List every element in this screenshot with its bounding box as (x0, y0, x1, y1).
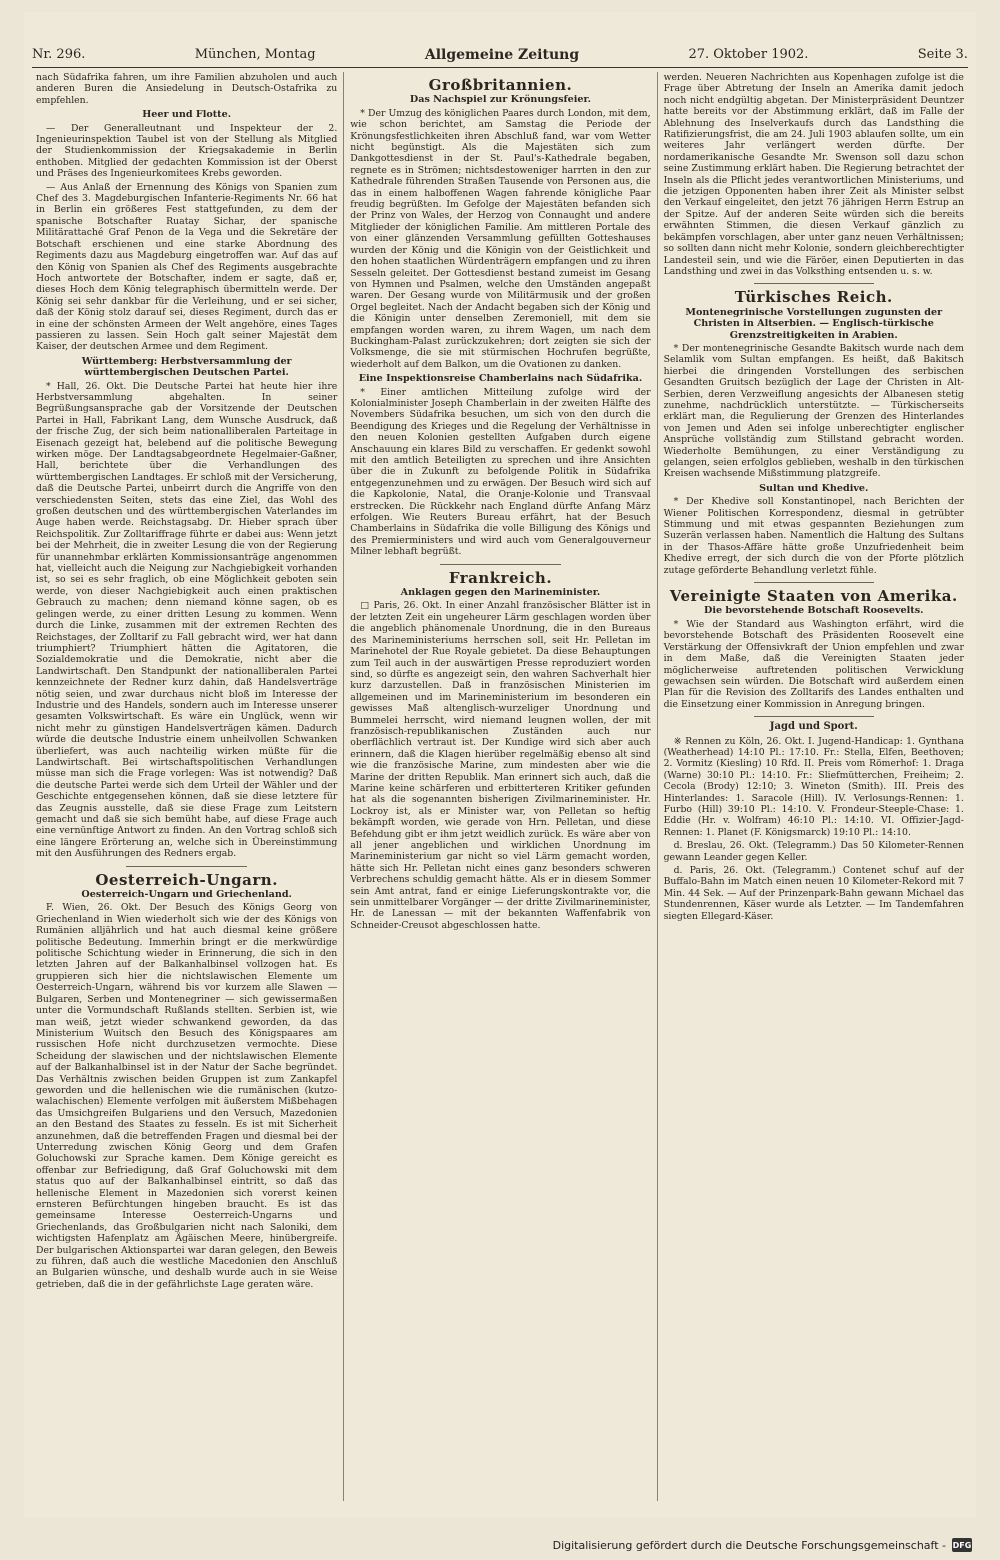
paragraph: werden. Neueren Nachrichten aus Kopenhagen zufolge ist die Frage über Abtretung der Inseln an Amerika damit jedoch noch nicht endgültig abgetan. Der Ministerpräsident Deuntzer hatte bereits vor der Abstimmung erklärt, daß im Falle der Ablehnung des Inselverkaufs durch das Landsthing die Ratifizierungsfrist, die am 24. Juli 1903 ablaufen sollte, um ein weiteres Jahr verlängert werden dürfte. Der nordamerikanische Gesandte Mr. Swenson soll dazu schon seine Zustimmung erklärt haben. Die Regierung betrachtet der Inseln als die Pflicht jedes verantwortlichen Ministeriums, und die jetzigen Opponenten haben ihrer Zeit als Minister selbst den Verkauf eingeleitet, den jetzt 76 jährigen Herrn Estrup an der Spitze. Auf der anderen Seite würden sich die bereits erwähnten Stimmen, die diesen Verkauf gänzlich zu bekämpfen vorschlagen, aber unter ganz neuen Verhältnissen; so sollten dann nicht mehr Kolonie, sondern gleichberechtigter Landesteil sein, und wie die Färöer, einen Deputierten in das Landsthing und zwei in das Volksthing entsenden u. s. w. (663, 72, 964, 277)
divider (126, 866, 247, 867)
paragraph: ※ Rennen zu Köln, 26. Okt. I. Jugend-Handicap: 1. Gynthana (Weatherhead) 14:10 Pl.: 17:10. Fr.: Stella, Elfen, Beethoven; 2. Vormitz (Kiesling) 10 Rfd. II. Preis vom Römerhof: 1. Draga (Warne) 30:10 Pl.: 14:10. Fr.: Sliefmütterchen, Freiheim; 2. Cecola (Brody) 12:10; 3. Wineton (Smith). III. Preis des Hinterlandes: 1. Saracole (Hill). IV. Verlosungs-Rennen: 1. Furbo (Hill) 39:10 Pl.: 14:10. V. Frondeur-Steeple-Chase: 1. Eddie (Hr. v. Wolfram) 46:10 Pl.: 14:10. VI. Offizier-Jagd-Rennen: 1. Planet (F. Königsmarck) 19:10 Pl.: 14:10. (663, 735, 964, 838)
column-left (30, 72, 343, 1501)
paragraph: d. Paris, 26. Okt. (Telegramm.) Contenet schuf auf der Buffalo-Bahn im Match einen neuen 10 Kilometer-Rekord mit 7 Min. 44 Sek. — Auf der Prinzenpark-Bahn gewann Michael das Stundenrennen, Käser wurde als Letzter. — Im Tandemfahren siegten Ellegard-Käser. (663, 865, 964, 922)
section-title: Frankreich. (448, 568, 553, 587)
column-middle (343, 72, 656, 1501)
paragraph: * Der montenegrinische Gesandte Bakitsch wurde nach dem Selamlik vom Sultan empfangen. Es heißt, daß Bakitsch hierbei die dringenden Vorstellungen des serbischen Gesandten Gruitsch bezüglich der Lage der Christen in Alt-Serbien, deren Verzweiflung angesichts der Albanesen stetig zunehme, nachdrücklich unterstützte. — Türkischerseits erklärt man, die Regulierung der Grenzen des Hinterlandes von Jemen und Aden sei infolge unberechtigter englischer Ansprüche vollständig zum Stillstand gebracht worden. Wiederholte Bemühungen, zu einer Verständigung zu gelangen, seien erfolglos geblieben, weshalb in den türkischen Kreisen wachsende Mißstimmung platzgreife. (663, 342, 964, 480)
section-subtitle: Das Nachspiel zur Krönungsfeier. (409, 94, 591, 106)
columns (30, 72, 970, 1501)
issue-number: Nr. 296. (32, 47, 86, 62)
paragraph: * Hall, 26. Okt. Die Deutsche Partei hat heute hier ihre Herbstversammlung abgehalten. In seiner Begrüßungsansprache gab der Vorsitzende der Deutschen Partei in Hall, Fabrikant Lang, dem Wunsche Ausdruck, daß der frische Zug, der sich beim nationalliberalen Parteitage in Eisenach gezeigt hat, belebend auf die politische Bewegung wirken möge. Der Landtagsabgeordnete Hegelmaier-Gaßner, Hall, berichtete über die Verhandlungen des württembergischen Landtages. Er schloß mit der Versicherung, daß die Deutsche Partei, unbeirrt durch die Angriffe von den verschiedensten Seiten, stets das eine Ziel, das Wohl des großen deutschen und des württembergischen Vaterlandes im Auge haben werde. Reichstagsabg. Dr. Hieber sprach über Reichspolitik. Zur Zolltariffrage führte er dabei aus: Wenn jetzt bei der Mehrheit, die in zweiter Lesung die von der Regierung für unannehmbar erklärten Kommissionsanträge angenommen hat, vielleicht auch die Neigung zur Nachgiebigkeit vorhanden ist, so sei es sehr fraglich, ob eine Möglichkeit geboten sein werde, von dieser Nachgiebigkeit auch einen praktischen Gebrauch zu machen; denn niemand könne sagen, ob es gelingen werde, zu einer dritten Lesung zu kommen. Wenn durch die Linke, zusammen mit der extremen Rechten des Reichstages, der Zolltarif zu Fall gebracht wird, wer hat dann triumphiert? Triumphiert hätten die Agitatoren, die Sozialdemokratie und die Demokratie, nicht aber die Landwirtschaft. Den Standpunkt der nationalliberalen Partei kennzeichnete der Redner kurz dahin, daß Handelsverträge nötig seien, und zwar durchaus nicht bloß im Interesse der Industrie und des Handels, sondern auch im Interesse unserer gesamten Volkswirtschaft. Es wäre ein Unglück, wenn wir nicht mehr zu günstigen Handelsverträgen kämen. Dadurch würde die deutsche Industrie einem unheilvollen Schwanken überliefert, was auch nachteilig wirken müßte für die Landwirtschaft. Bei wirtschaftspolitischen Verhandlungen müsse man sich die Frage vorlegen: Was ist notwendig? Daß die deutsche Partei werde sich dem Urteil der Wähler und der Geschichte entgegensehen können, daß sie diese letztere für das Zeugnis ausstelle, daß sie diese Frage zum Leitstern gemacht und daß sie sich bemüht habe, auf diese Frage auch eine vernünftige Antwort zu finden. An den Vortrag schloß sich eine längere Erörterung an, welche sich in Übereinstimmung mit den Ausführungen des Redners ergab. (36, 380, 338, 860)
paragraph: * Einer amtlichen Mitteilung zufolge wird der Kolonialminister Joseph Chamberlain in der zweiten Hälfte des Novembers Südafrika besuchen, um sich von den durch die Beendigung des Krieges und die Regelung der Verhältnisse in den neuen Kolonien gestellten Aufgaben durch eigene Anschauung ein klares Bild zu verschaffen. Er gedenkt sowohl mit den amtlich Beteiligten zu sprechen und ihre Ansichten über die in Zukunft zu befolgende Politik in Südafrika entgegenzunehmen und zu erwägen. Der Besuch wird sich auf die Kapkolonie, Natal, die Oranje-Kolonie und Transvaal erstrecken. Die Rückkehr nach England dürfte Anfang März erfolgen. Wie Reuters Bureau erfährt, hat der Besuch Chamberlains in Südafrika die volle Billigung des Königs und des Premierministers und wird auch vom Generalgouverneur Milner lebhaft begrüßt. (350, 386, 651, 558)
dfg-logo-icon: DFG (952, 1538, 972, 1552)
section-title: Großbritannien. (428, 76, 573, 94)
divider (440, 564, 560, 565)
column-right (657, 72, 970, 1501)
footer-text: Digitalisierung gefördert durch die Deutsche Forschungsgemeinschaft - (552, 1538, 946, 1552)
page-number: Seite 3. (917, 47, 968, 62)
section-subtitle: Montenegrinische Vorstellungen zugunsten der Christen in Altserbien. — Englisch-türkische Grenzstreitigkeiten in Arabien. (685, 306, 943, 341)
divider (754, 716, 874, 717)
paragraph: — Der Generalleutnant und Inspekteur der 2. Ingenieurinspektion Taubel ist von der Stellung als Mitglied der Studienkommission der Kriegsakademie in Berlin enthoben. Mitglied der gedachten Kommission ist der Oberst und Präses des Ingenieurkomitees Krebs geworden. (36, 122, 338, 180)
newspaper-page (24, 12, 976, 1517)
paragraph: □ Paris, 26. Okt. In einer Anzahl französischer Blätter ist in der letzten Zeit ein ungeheurer Lärm geschlagen worden über die angeblich phänomenale Unordnung, die in den Bureaus des Marineministeriums herrschen soll, seit Hr. Pelletan im Marinehotel der Rue Royale gebietet. Da diese Behauptungen zum Teil auch in der auswärtigen Presse reproduziert worden sind, so dürfte es angezeigt sein, den wahren Sachverhalt hier kurz darzustellen. Daß in französischen Ministerien im allgemeinen und im Marineministerium im besonderen ein gewisses Maß altenglisch-wurzeliger Unordnung und Bummelei herrscht, wird niemand leugnen wollen, der mit französisch-republikanischen Zuständen auch nur oberflächlich vertraut ist. Der Kundige wird sich aber auch erinnern, daß die Klagen hierüber regelmäßig ebenso alt sind wie die französische Marine, zum mindesten aber wie die Marine der dritten Republik. Man erinnert sich auch, daß die Marine keine schärferen und erbitterteren Kritiker gefunden hat als die sogenannten bisherigen Zivilmarineminister. Hr. Lockroy ist, als er Minister war, von Pelletan so heftig bekämpft worden, wie gerade von Hrn. Pelletan, und diese Befehdung gibt er ihm jetzt weidlich zurück. Es wäre aber von all jener angeblichen und wirklichen Unordnung im Marineministerium gar nicht so viel Lärm gemacht worden, hätte sich Hr. Pelletan nicht eines ganz besonders schweren Verbrechens schuldig gemacht hätte. Als er in diesem Sommer sein Amt antrat, fand er einige Lieferungskontrakte vor, die sein unmittelbarer Vorgänger — der dritte Zivilmarineminister, Hr. de Lanessan — mit der bekannten Waffenfabrik von Schneider-Creusot abgeschlossen hatte. (350, 600, 651, 931)
section-subtitle: Eine Inspektionsreise Chamberlains nach Südafrika. (358, 373, 643, 385)
paragraph: nach Südafrika fahren, um ihre Familien abzuholen und auch anderen Buren die Ansiedelung in Deutsch-Ostafrika zu empfehlen. (36, 72, 338, 106)
section-heading: Heer und Flotte. (142, 109, 232, 121)
section-title: Türkisches Reich. (734, 288, 893, 307)
divider (754, 283, 874, 284)
section-heading: Württemberg: Herbstversammlung der württembergischen Deutschen Partei. (81, 355, 292, 379)
section-title: Oesterreich-Ungarn. (95, 870, 278, 889)
digitization-footer (553, 1536, 972, 1554)
paragraph: * Wie der Standard aus Washington erfährt, wird die bevorstehende Botschaft des Präsidenten Roosevelt eine Verstärkung der Offensivkraft der Union empfehlen und zwar in dem Maße, daß die Vereinigten Staaten jeder möglicherweise auftretenden politischen Verwicklung gewachsen sein würden. Die Botschaft wird außerdem einen Plan für die Revision des Zolltarifs des Landes enthalten und die Einsetzung einer Kommission in Anregung bringen. (663, 618, 964, 710)
section-subtitle: Die bevorstehende Botschaft Roosevelts. (704, 605, 924, 617)
paragraph: F. Wien, 26. Okt. Der Besuch des Königs Georg von Griechenland in Wien wiederholt sich wie der des Königs von Rumänien alljährlich und hat auch diesmal keine größere politische Bedeutung. Immerhin bringt er die merkwürdige politische Schichtung wieder in Erinnerung, die sich in den letzten Jahren auf der Balkanhalbinsel vollzogen hat. Es gruppieren sich hier die nichtslawischen Elemente um Oesterreich-Ungarn, während bis vor kurzem alle Slawen — Bulgaren, Serben und Montenegriner — sich gewissermaßen unter die Vormundschaft Rußlands stellten. Serbien ist, wie man weiß, jetzt wieder schwankend geworden, da das Ministerium Wuitsch den Besuch des Königspaares am russischen Hofe nicht durchzusetzen vermochte. Diese Scheidung der slawischen und der nichtslawischen Elemente auf der Balkanhalbinsel ist in der Natur der Sache begründet. Das Verhältnis zwischen beiden Gruppen ist zum Zankapfel geworden und die hellenischen wie die rumänischen (kutzo-walachischen) Elemente verfolgen mit äußerstem Mißbehagen das Umsichgreifen Bulgariens und den Versuch, Mazedonien an den Bestand des Staates zu fesseln. Es ist mit Sicherheit anzunehmen, daß die betreffenden Fragen und diesmal bei der Unterredung zwischen König Georg und dem Grafen Goluchowski zur Sprache kamen. Dem Könige gereicht es offenbar zur Befriedigung, daß Graf Goluchowski mit dem status quo auf der Balkanhalbinsel eintritt, so daß das hellenische Element in Mazedonien sich vorerst keinen ernsteren Befürchtungen hingeben braucht. Es ist das gemeinsame Interesse Oesterreich-Ungarns und Griechenlands, das Großbulgarien nicht nach Saloniki, dem wichtigsten Hafenplatz am Ägäischen Meere, hinübergreife. Der bulgarischen Aktionspartei war daran gelegen, den Beweis zu führen, daß auch die westliche Macedonien den Anschluß an Bulgarien wünsche, und deshalb wurde auch in sie Weise getrieben, daß die in der gefährlichste Lage geraten wäre. (36, 902, 338, 1290)
divider (754, 582, 874, 583)
paragraph: * Der Khedive soll Konstantinopel, nach Berichten der Wiener Politischen Korrespondenz, diesmal in getrübter Stimmung und mit etwas gespannten Beziehungen zum Suzerän verlassen haben. Namentlich die Haltung des Sultans in der Thasos-Affäre hätte große Unzufriedenheit beim Khedive erregt, der sich durch die von der Pforte plötzlich zutage geförderte Behandlung verletzt fühle. (663, 496, 964, 576)
place-day: München, Montag (194, 47, 316, 62)
newspaper-title: Allgemeine Zeitung (424, 46, 580, 63)
section-subtitle: Anklagen gegen den Marineminister. (400, 587, 601, 599)
issue-date: 27. Oktober 1902. (688, 47, 809, 62)
masthead (32, 42, 968, 68)
section-subtitle: Oesterreich-Ungarn und Griechenland. (81, 889, 292, 901)
section-title: Jagd und Sport. (769, 721, 858, 733)
paragraph: * Der Umzug des königlichen Paares durch London, mit dem, wie schon berichtet, am Samstag die Periode der Krönungsfestlichkeiten ihren Abschluß fand, war vom Wetter nicht begünstigt. Als die Majestäten sich zum Dankgottesdienst in der St. Paul's-Kathedrale begaben, regnete es in Strömen; nichtsdestoweniger harrten in den zur Kathedrale führenden Straßen Tausende von Personen aus, die das in einem halboffenen Wagen fahrende königliche Paar freudig begrüßten. Im Gefolge der Majestäten befanden sich der Prinz von Wales, der Herzog von Connaught und andere Mitglieder der königlichen Familie. Am mittleren Portale des von einer glänzenden Versammlung gefüllten Gotteshauses wurden der König und die Königin von der Geistlichkeit und den hohen staatlichen Würdenträgern empfangen und zu ihren Sesseln geleitet. Der Gottesdienst bestand zumeist im Gesang von Hymnen und Psalmen, welche den Umständen angepaßt waren. Der Gesang wurde von Militärmusik und der großen Orgel begleitet. Nach der Andacht begaben sich der König und die Königin unter denselben Zeremoniell, mit dem sie empfangen worden waren, zu ihrem Wagen, um nach dem Buckingham-Palast zurückzukehren; dort zeigten sie sich der Volksmenge, die sie mit stürmischen Hochrufen begrüßte, wiederholt auf dem Balkon, um die Ovationen zu danken. (350, 107, 651, 370)
section-title: Vereinigte Staaten von Amerika. (669, 587, 958, 606)
paragraph: d. Breslau, 26. Okt. (Telegramm.) Das 50 Kilometer-Rennen gewann Leander gegen Keller. (663, 840, 964, 863)
paragraph: — Aus Anlaß der Ernennung des Königs von Spanien zum Chef des 3. Magdeburgischen Infanterie-Regiments Nr. 66 hat in Berlin ein größeres Fest stattgefunden, zu dem der spanische Botschafter Ruatay Sichar, der spanische Militärattaché Graf Penon de la Vega und die Sekretäre der Botschaft erschienen und eine starke Abordnung des Regiments dazu aus Magdeburg eingetroffen war. Auf das auf den König von Spanien als Chef des Regiments ausgebrachte Hoch antwortete der Botschafter, indem er sagte, daß er, dieses Hoch dem König telegraphisch übermitteln werde. Der König sei sehr dankbar für die Verleihung, und er sei sicher, daß der König stolz darauf sei, dieses Regiment, durch das er in eine der schönsten Armeen der Welt angehöre, eines Tages passieren zu lassen. Sein Hoch galt seiner Majestät dem Kaiser, der deutschen Armee und dem Regiment. (36, 181, 338, 353)
section-subtitle: Sultan und Khedive. (759, 482, 869, 494)
